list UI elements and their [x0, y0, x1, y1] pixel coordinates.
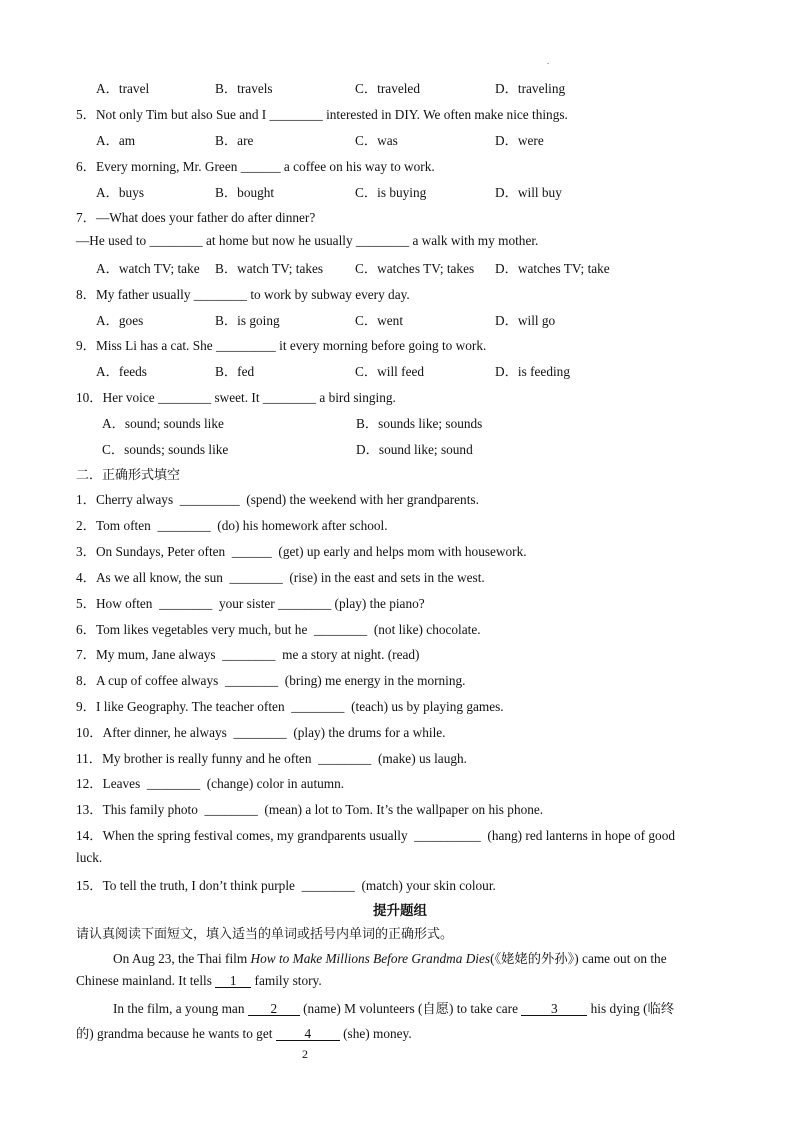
passage-line-3 — [113, 998, 674, 1017]
passage-text: In the film, a young man — [113, 1001, 248, 1016]
fill-item-6 — [76, 619, 481, 638]
passage-text: family story. — [251, 973, 322, 988]
fill-item-3 — [76, 541, 527, 560]
item-number: 8． — [76, 673, 96, 688]
option-a: A．buys — [96, 185, 145, 200]
item-blank: ________ — [233, 725, 287, 740]
passage-line-2 — [76, 973, 322, 989]
option-b: B．bought — [215, 185, 275, 200]
option-c: C．watches TV; takes — [355, 261, 475, 276]
option-a: A．watch TV; take — [96, 261, 200, 276]
item-blank: ________ — [229, 570, 283, 585]
item-before: To tell the truth, I don’t think purple — [102, 878, 295, 893]
fill-item-13 — [76, 799, 543, 818]
item-number: 14． — [76, 828, 103, 843]
item-blank: ________ — [222, 647, 276, 662]
option-c: C．sounds; sounds like — [102, 442, 229, 457]
passage-text: (name) M volunteers (自愿) to take care — [299, 1001, 522, 1016]
item-before: A cup of coffee always — [95, 673, 219, 688]
item-after: (change) color in autumn. — [206, 776, 345, 791]
option-a: A．travel — [96, 81, 150, 96]
blank-1: 1 — [215, 974, 251, 988]
item-after: (do) his homework after school. — [217, 518, 388, 533]
item-number: 13． — [76, 802, 103, 817]
item-blank: ______ — [231, 544, 272, 559]
question-stem: 10．Her voice ________ sweet. It ________ a bird singing. — [76, 390, 396, 405]
option-a: A．sound; sounds like — [102, 416, 224, 431]
item-before: I like Geography. The teacher often — [95, 699, 285, 714]
item-number: 4． — [76, 570, 96, 585]
passage-text: Chinese mainland. It tells — [76, 973, 216, 988]
item-before: As we all know, the sun — [95, 570, 223, 585]
item-before: My mum, Jane always — [95, 647, 216, 662]
item-number: 11． — [76, 751, 103, 766]
item-number: 12． — [76, 776, 103, 791]
page-number: 2 — [302, 1047, 308, 1061]
option-b: B．fed — [215, 364, 255, 379]
option-d: D．will buy — [495, 185, 562, 200]
item-blank: ________ — [314, 622, 368, 637]
option-a: A．feeds — [96, 364, 147, 379]
fill-item-1 — [76, 489, 479, 508]
item-after: (hang) red lanterns in hope of good — [487, 828, 675, 843]
item-blank: ________ — [318, 751, 372, 766]
item-before: How often — [95, 596, 153, 611]
item-blank: ________ — [301, 878, 355, 893]
fill-item-10 — [76, 722, 446, 741]
item-number: 10． — [76, 725, 103, 740]
item-before: Tom likes vegetables very much, but he — [95, 622, 308, 637]
passage-text: his dying (临终 — [587, 1001, 675, 1016]
fill-item-4 — [76, 567, 485, 586]
option-b: B．is going — [215, 313, 280, 328]
item-before: Tom often — [95, 518, 151, 533]
item-number: 5． — [76, 596, 96, 611]
top-mark: . — [547, 56, 550, 66]
question-stem-continued: —He used to ________ at home but now he usually ________ a walk with my mother. — [76, 233, 539, 248]
fill-item-14 — [76, 825, 675, 844]
fill-item-5 — [76, 593, 425, 612]
item-before: Cherry always — [95, 492, 174, 507]
question-stem: 6．Every morning, Mr. Green ______ a coffee on his way to work. — [76, 159, 435, 174]
item-after: (bring) me energy in the morning. — [284, 673, 466, 688]
item-before: Leaves — [102, 776, 141, 791]
fill-item-9 — [76, 696, 504, 715]
question-stem: 8．My father usually ________ to work by subway every day. — [76, 287, 410, 302]
section-2-title: 二．正确形式填空 — [76, 468, 181, 483]
fill-item-11 — [76, 748, 467, 767]
fill-item-7 — [76, 644, 419, 663]
option-d: D．traveling — [495, 81, 566, 96]
item-number: 15． — [76, 878, 103, 893]
option-d: D．sound like; sound — [356, 442, 473, 457]
question-stem: 5．Not only Tim but also Sue and I ________ interested in DIY. We often make nice things. — [76, 107, 568, 122]
blank-4: 4 — [276, 1027, 340, 1041]
item-after: (teach) us by playing games. — [351, 699, 504, 714]
item-before: After dinner, he always — [102, 725, 227, 740]
item-blank: ________ — [291, 699, 345, 714]
item-before: luck. — [76, 850, 103, 865]
option-d: D．is feeding — [495, 364, 570, 379]
item-blank: ________ — [204, 802, 258, 817]
option-b: B．watch TV; takes — [215, 261, 324, 276]
option-d: D．were — [495, 133, 544, 148]
item-blank: ________ — [159, 596, 213, 611]
item-after: me a story at night. (read) — [282, 647, 420, 662]
option-c: C．is buying — [355, 185, 427, 200]
section-3-title: 提升题组 — [373, 903, 427, 919]
item-after: (mean) a lot to Tom. It’s the wallpaper on his phone. — [264, 802, 544, 817]
option-a: A．goes — [96, 313, 144, 328]
item-after: (not like) chocolate. — [373, 622, 481, 637]
item-number: 9． — [76, 699, 96, 714]
blank-3: 3 — [521, 1002, 587, 1016]
item-after: your sister ________ (play) the piano? — [218, 596, 425, 611]
item-before: On Sundays, Peter often — [95, 544, 226, 559]
film-title: How to Make Millions Before Grandma Dies — [250, 951, 491, 966]
item-number: 2． — [76, 518, 96, 533]
option-d: D．watches TV; take — [495, 261, 610, 276]
passage-text: (she) money. — [339, 1026, 412, 1041]
question-stem: 7．—What does your father do after dinner? — [76, 210, 316, 225]
option-b: B．sounds like; sounds — [356, 416, 483, 431]
item-after: (rise) in the east and sets in the west. — [289, 570, 485, 585]
item-blank: __________ — [414, 828, 481, 843]
item-number: 7． — [76, 647, 96, 662]
option-b: B．travels — [215, 81, 273, 96]
fill-item-8 — [76, 670, 466, 689]
blank-2: 2 — [248, 1002, 300, 1016]
item-after: (play) the drums for a while. — [293, 725, 446, 740]
reading-instruction: 请认真阅读下面短文，填入适当的单词或括号内单词的正确形式。 — [76, 927, 454, 942]
item-after: (get) up early and helps mom with housework. — [278, 544, 527, 559]
item-number: 1． — [76, 492, 96, 507]
item-after: (make) us laugh. — [377, 751, 467, 766]
passage-text: On Aug 23, the Thai film — [113, 951, 251, 966]
item-before: My brother is really funny and he often — [102, 751, 312, 766]
option-c: C．was — [355, 133, 398, 148]
item-number: 6． — [76, 622, 96, 637]
passage-line-4 — [76, 1023, 412, 1042]
option-c: C．will feed — [355, 364, 425, 379]
option-d: D．will go — [495, 313, 556, 328]
passage-text: (《姥姥的外孙》) came out on the — [490, 951, 667, 966]
passage-text: 的) grandma because he wants to get — [76, 1026, 276, 1041]
option-c: C．went — [355, 313, 404, 328]
fill-item-14-continued — [76, 850, 102, 866]
fill-item-12 — [76, 773, 344, 792]
item-before: This family photo — [102, 802, 198, 817]
item-blank: ________ — [157, 518, 211, 533]
fill-item-15 — [76, 875, 496, 894]
option-c: C．traveled — [355, 81, 420, 96]
item-number: 3． — [76, 544, 96, 559]
item-after: (spend) the weekend with her grandparents. — [246, 492, 479, 507]
option-a: A．am — [96, 133, 136, 148]
option-b: B．are — [215, 133, 254, 148]
item-blank: ________ — [224, 673, 279, 688]
item-before: When the spring festival comes, my grandparents usually — [102, 828, 408, 843]
item-blank: _________ — [179, 492, 240, 507]
passage-line-1 — [113, 948, 667, 967]
fill-item-2 — [76, 515, 388, 534]
question-stem: 9．Miss Li has a cat. She _________ it every morning before going to work. — [76, 338, 487, 353]
item-blank: ________ — [146, 776, 201, 791]
item-after: (match) your skin colour. — [361, 878, 496, 893]
